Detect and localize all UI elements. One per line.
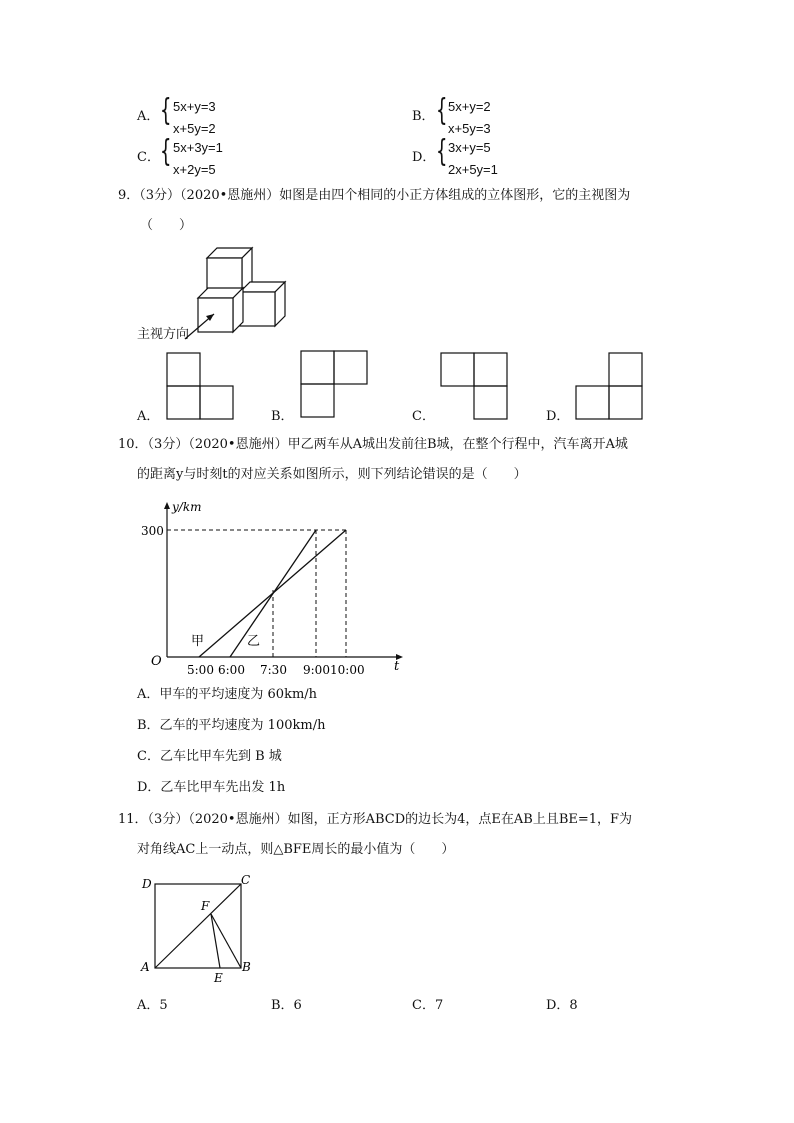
q9-option-b: B． xyxy=(271,409,294,424)
q9-option-a: A． xyxy=(137,409,160,424)
q8-option-b-eq1: 5x+y=2 xyxy=(448,99,491,114)
vertex-d: D xyxy=(142,877,152,891)
q10-option-c: C．乙车比甲车先到 B 城 xyxy=(137,749,282,764)
series-jia-label: 甲 xyxy=(191,634,205,649)
q11-stem-line2: 对角线AC上一动点，则△BFE周长的最小值为（ ） xyxy=(137,842,455,857)
q8-option-a-eq1: 5x+y=3 xyxy=(173,99,216,114)
q8-option-c-eq2: x+2y=5 xyxy=(173,162,216,177)
q11-option-a: A．5 xyxy=(137,998,168,1013)
q10-stem-line2: 的距离y与时刻t的对应关系如图所示，则下列结论错误的是（ ） xyxy=(137,467,527,482)
x-tick-900: 9:00 xyxy=(303,663,330,677)
diagonal-ac xyxy=(155,884,241,968)
q8-option-a-brace: { xyxy=(160,93,172,128)
q8-option-b-eq2: x+5y=3 xyxy=(448,121,491,136)
q8-option-c-brace: { xyxy=(160,134,172,169)
q9-stem-line1: 9．（3分）（2020•恩施州）如图是由四个相同的小正方体组成的立体图形，它的主视图为 xyxy=(118,188,631,203)
q11-option-b: B．6 xyxy=(271,998,302,1013)
q11-stem-line1: 11．（3分）（2020•恩施州）如图，正方形ABCD的边长为4，点E在AB上且BE=1，F为 xyxy=(118,812,633,827)
q8-option-b-label: B． xyxy=(412,109,435,124)
q9-option-c: C． xyxy=(412,409,435,424)
q10-option-d: D．乙车比甲车先出发 1h xyxy=(137,780,286,795)
y-axis-label: y/km xyxy=(172,500,202,514)
q8-option-a-label: A． xyxy=(137,109,160,124)
q10-option-a: A．甲车的平均速度为 60km/h xyxy=(137,687,318,702)
origin-label: O xyxy=(151,654,162,669)
point-f: F xyxy=(201,899,210,913)
x-tick-500: 5:00 xyxy=(187,663,214,677)
q11-option-d: D．8 xyxy=(546,998,578,1013)
y-tick-300: 300 xyxy=(141,524,164,538)
q9-stem-line2: （ ） xyxy=(140,218,193,233)
x-axis-label: t xyxy=(394,659,400,674)
q8-option-d-eq2: 2x+5y=1 xyxy=(448,162,498,177)
vertex-b: B xyxy=(242,960,251,974)
q8-option-d-label: D． xyxy=(412,150,436,165)
q9-option-d: D． xyxy=(546,409,570,424)
x-tick-730: 7:30 xyxy=(260,663,287,677)
series-yi-label: 乙 xyxy=(247,634,261,649)
x-tick-1000: 10:00 xyxy=(330,663,365,677)
q10-stem-line1: 10．（3分）（2020•恩施州）甲乙两车从A城出发前往B城，在整个行程中，汽车离开A城 xyxy=(118,437,628,452)
q8-option-d-eq1: 3x+y=5 xyxy=(448,140,491,155)
q11-option-c: C．7 xyxy=(412,998,444,1013)
vertex-a: A xyxy=(141,960,150,974)
q8-option-d-brace: { xyxy=(436,134,448,169)
q10-option-b: B．乙车的平均速度为 100km/h xyxy=(137,718,326,733)
q8-option-a-eq2: x+5y=2 xyxy=(173,121,216,136)
point-e: E xyxy=(214,971,223,985)
q9-direction-label: 主视方向 xyxy=(137,327,190,342)
q8-option-c-label: C． xyxy=(137,150,160,165)
x-tick-600: 6:00 xyxy=(218,663,245,677)
q8-option-b-brace: { xyxy=(436,93,448,128)
q8-option-c-eq1: 5x+3y=1 xyxy=(173,140,223,155)
vertex-c: C xyxy=(241,873,251,887)
